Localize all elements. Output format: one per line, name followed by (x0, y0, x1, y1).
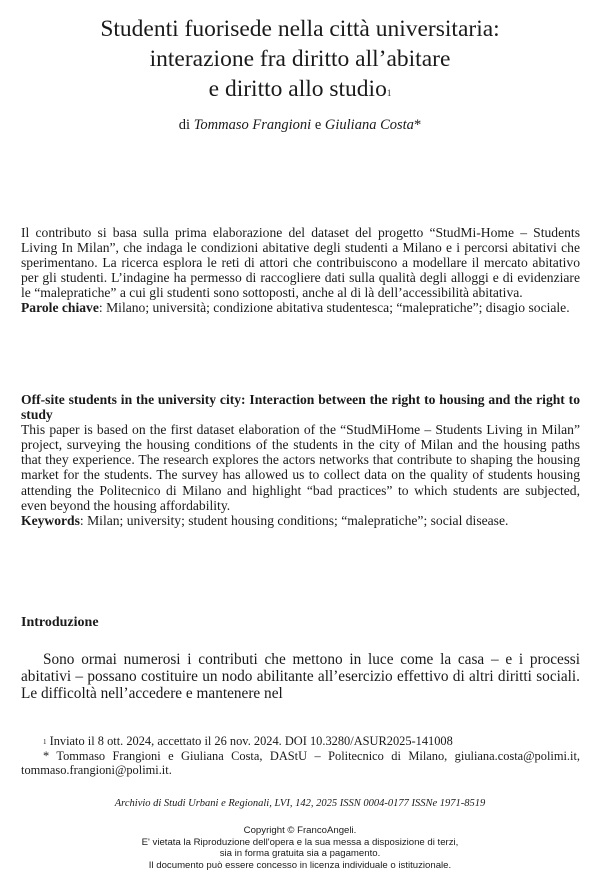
keywords-italian-label: Parole chiave (21, 300, 99, 316)
copyright-line-3: sia in forma gratuita sia a pagamento. (219, 848, 381, 860)
title-line-1: Studenti fuorisede nella città universitaria: (100, 16, 500, 42)
abstract-italian-text: Il contributo si basa sulla prima elaborazione del dataset del progetto “StudMi-Home – Students Living In Milan”, che indaga le condizioni abitative degli studenti a Milano e i percorsi abitativi che sperimentano. La ricerca esplora le reti di attori che contribuiscono a modellare il mercato abitativo per gli studenti. L’indagine ha permesso di raccogliere dati sulla qualità degli alloggi e di evidenziare le “malepratiche” a cui gli studenti sono sottoposti, anche al di là dell’accessibilità abitativa. (21, 225, 580, 301)
footnote-1-text: Inviato il 8 ott. 2024, accettato il 26 nov. 2024. DOI 10.3280/ASUR2025-141008 (46, 734, 453, 748)
keywords-italian (21, 300, 580, 315)
abstract-english (21, 392, 580, 528)
footnote-1-mark: 1 (43, 738, 47, 746)
footnotes (21, 734, 580, 778)
author-byline (20, 117, 580, 134)
keywords-italian-list: : Milano; università; condizione abitativa studentesca; “malepratiche”; disagio sociale. (98, 300, 570, 316)
introduction-text: Sono ormai numerosi i contributi che mettono in luce come la casa – e i processi abitativi – possano costituire un nodo abilitante all’esercizio effettivo di altri diritti sociali. Le difficoltà nell’accedere e mantenere nel (21, 651, 580, 702)
author-2: Giuliana Costa (324, 117, 414, 133)
footnote-1 (21, 734, 580, 749)
author-mark: * (413, 117, 422, 133)
title-footnote-mark: 1 (386, 88, 392, 98)
copyright-line-4: Il documento può essere concesso in licenza individuale o istituzionale. (148, 859, 452, 871)
keywords-english-label: Keywords (21, 512, 80, 528)
footnote-2: * Tommaso Frangioni e Giuliana Costa, DAStU – Politecnico di Milano, giuliana.costa@polimi.it, tommaso.frangioni@polimi.it. (21, 748, 580, 777)
byline-prefix: di (178, 117, 191, 133)
title-line-2: interazione fra diritto all’abitare (149, 46, 451, 72)
copyright-line-1: Copyright © FrancoAngeli. (243, 825, 357, 836)
section-heading: Introduzione (21, 615, 99, 630)
keywords-english-list: : Milan; university; student housing conditions; “malepratiche”; social disease. (79, 512, 509, 528)
byline-conjunction: e (314, 117, 322, 133)
english-title: Off-site students in the university city: Interaction between the right to housing and the right to study (21, 392, 580, 423)
paper-title (20, 14, 580, 104)
author-1: Tommaso Frangioni (193, 117, 312, 133)
copyright-line-2: E' vietata la Riproduzione dell'opera e la sua messa a disposizione di terzi, (141, 836, 459, 848)
title-line-3: e diritto allo studio (208, 76, 387, 102)
journal-citation: Archivio di Studi Urbani e Regionali, LVI, 142, 2025 ISSN 0004-0177 ISSNe 1971-8519 (114, 798, 486, 809)
copyright-notice (20, 825, 580, 871)
abstract-italian (21, 225, 580, 316)
abstract-english-text: This paper is based on the first dataset elaboration of the “StudMiHome – Students Living in Milan” project, surveying the housing conditions of the students in the city of Milan and the housing paths that they experience. The research explores the actors networks that contribute to shaping the housing market for the students. The survey has allowed us to collect data on the quality of students housing attending the Politecnico di Milano and highlight “bad practices” to which students are subjected, even beyond the housing affordability. (21, 422, 580, 513)
keywords-english (21, 513, 580, 528)
